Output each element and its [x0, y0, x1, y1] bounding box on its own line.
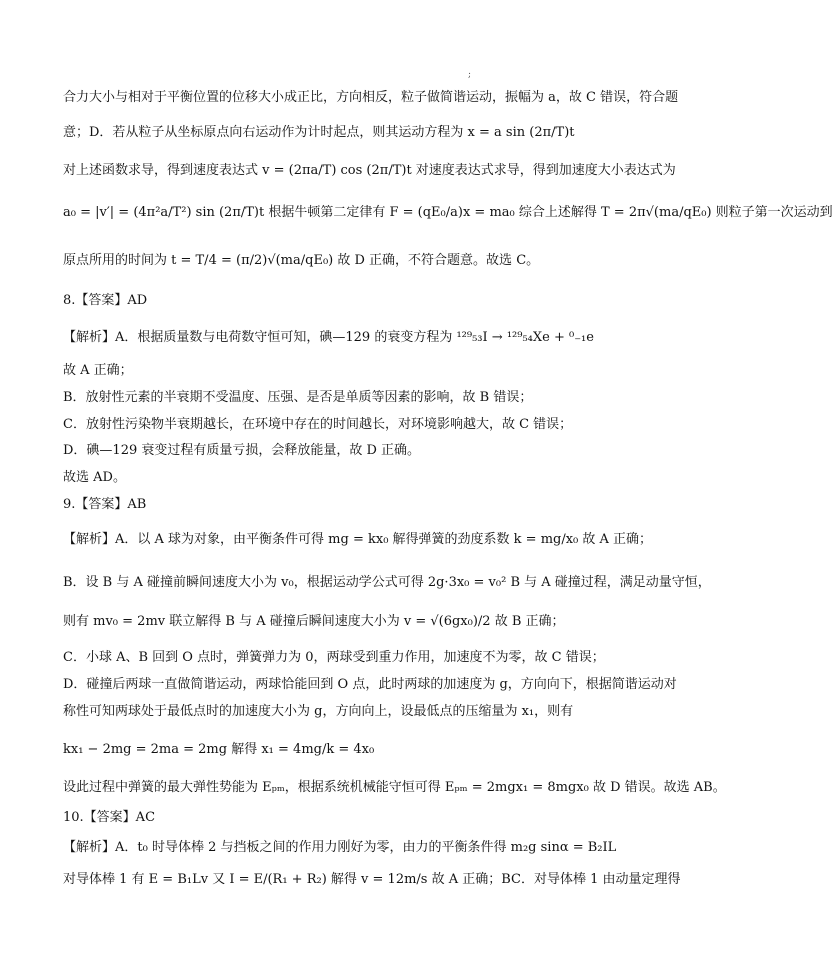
- text-line: 故选 AD。: [63, 470, 126, 485]
- text-line: 则有 mv₀ = 2mv 联立解得 B 与 A 碰撞后瞬间速度大小为 v = √(6gx₀)/2 故 B 正确；: [63, 614, 565, 629]
- text-line: C．小球 A、B 回到 O 点时，弹簧弹力为 0，两球受到重力作用，加速度不为零，故 C 错误；: [63, 650, 605, 665]
- margin-mark: ;: [468, 70, 472, 80]
- text-line: 【解析】A．根据质量数与电荷数守恒可知，碘—129 的衰变方程为 ¹²⁹₅₃I → ¹²⁹₅₄Xe + ⁰₋₁e: [63, 330, 594, 345]
- answer-heading: 10.【答案】AC: [63, 810, 156, 825]
- answer-heading: 9.【答案】AB: [63, 497, 147, 512]
- text-line: D．碘—129 衰变过程有质量亏损，会释放能量，故 D 正确。: [63, 443, 421, 458]
- text-line: 合力大小与相对于平衡位置的位移大小成正比，方向相反，粒子做简谐运动，振幅为 a，故 C 错误，符合题: [63, 90, 679, 105]
- text-line: 称性可知两球处于最低点时的加速度大小为 g，方向向上，设最低点的压缩量为 x₁，则有: [63, 704, 574, 719]
- text-line: kx₁ − 2mg = 2ma = 2mg 解得 x₁ = 4mg/k = 4x₀: [63, 742, 375, 757]
- text-line: 故 A 正确；: [63, 363, 133, 378]
- text-line: B．设 B 与 A 碰撞前瞬间速度大小为 v₀，根据运动学公式可得 2g·3x₀ = v₀² B 与 A 碰撞过程，满足动量守恒，: [63, 575, 711, 590]
- answer-heading: 8.【答案】AD: [63, 293, 148, 308]
- text-line: 设此过程中弹簧的最大弹性势能为 Eₚₘ，根据系统机械能守恒可得 Eₚₘ = 2mgx₁ = 8mgx₀ 故 D 错误。故选 AB。: [63, 780, 726, 795]
- text-line: C．放射性污染物半衰期越长，在环境中存在的时间越长，对环境影响越大，故 C 错误；: [63, 417, 573, 432]
- text-line: 【解析】A．t₀ 时导体棒 2 与挡板之间的作用力刚好为零，由力的平衡条件得 m₂g sinα = B₂IL: [63, 840, 617, 855]
- text-line: a₀ = |v′| = (4π²a/T²) sin (2π/T)t 根据牛顿第二定律有 F = (qE₀/a)x = ma₀ 综合上述解得 T = 2π√(ma/qE₀) 则粒子第一次运动到: [63, 205, 833, 220]
- text-line: B．放射性元素的半衰期不受温度、压强、是否是单质等因素的影响，故 B 错误；: [63, 390, 533, 405]
- text-line: 对上述函数求导，得到速度表达式 v = (2πa/T) cos (2π/T)t 对速度表达式求导，得到加速度大小表达式为: [63, 163, 676, 178]
- text-line: 【解析】A．以 A 球为对象，由平衡条件可得 mg = kx₀ 解得弹簧的劲度系数 k = mg/x₀ 故 A 正确；: [63, 532, 653, 547]
- text-line: D．碰撞后两球一直做简谐运动，两球恰能回到 O 点，此时两球的加速度为 g，方向向下，根据简谐运动对: [63, 677, 677, 692]
- text-line: 原点所用的时间为 t = T/4 = (π/2)√(ma/qE₀) 故 D 正确，不符合题意。故选 C。: [63, 253, 540, 268]
- text-line: 意；D．若从粒子从坐标原点向右运动作为计时起点，则其运动方程为 x = a sin (2π/T)t: [63, 125, 575, 140]
- text-line: 对导体棒 1 有 E = B₁Lv 又 I = E/(R₁ + R₂) 解得 v = 12m/s 故 A 正确；BC．对导体棒 1 由动量定理得: [63, 872, 681, 887]
